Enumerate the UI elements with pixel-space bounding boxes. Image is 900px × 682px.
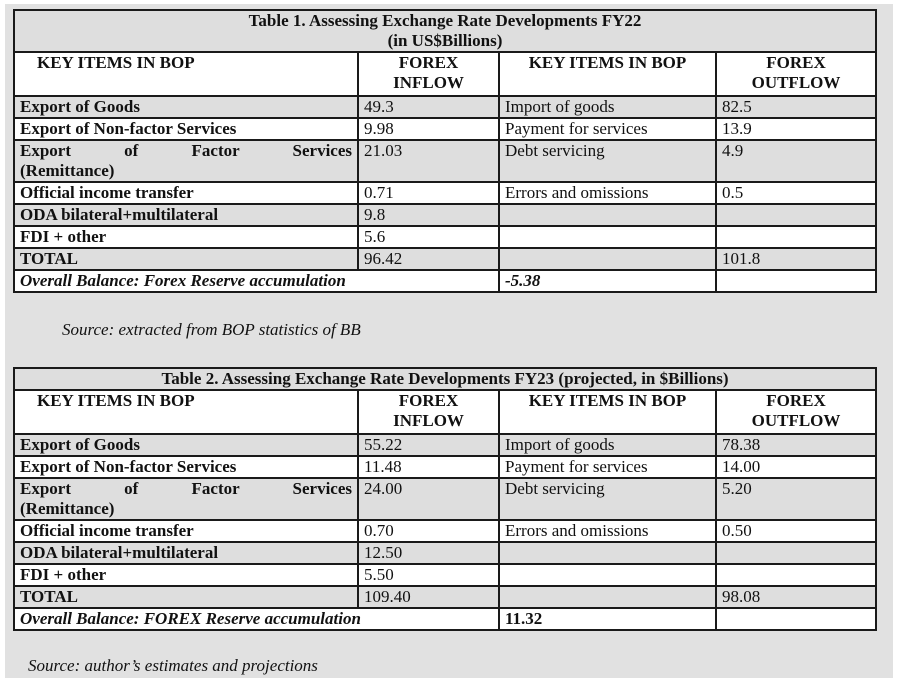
table-row [14,96,876,118]
outflow-value: 0.50 [716,520,876,542]
inflow-item: FDI + other [14,564,358,586]
header-forex-outflow [716,52,876,96]
header-line: FOREX [766,53,826,72]
inflow-item-line2: (Remittance) [20,499,115,518]
inflow-item: FDI + other [14,226,358,248]
inflow-value: 49.3 [358,96,499,118]
inflow-item: Official income transfer [14,182,358,204]
header-line: FOREX [398,53,459,72]
inflow-item: Export of Non-factor Services [14,456,358,478]
outflow-item: Debt servicing [499,140,716,182]
table-title [14,10,876,52]
outflow-item: Errors and omissions [499,182,716,204]
inflow-item: ODA bilateral+multilateral [14,204,358,226]
balance-label: Overall Balance: Forex Reserve accumulation [14,270,499,292]
header-forex-inflow [358,52,499,96]
inflow-item: Official income transfer [14,520,358,542]
outflow-value: 82.5 [716,96,876,118]
outflow-value: 13.9 [716,118,876,140]
outflow-value: 5.20 [716,478,876,520]
inflow-item [14,140,358,182]
total-row [14,586,876,608]
header-key-items-in: KEY ITEMS IN BOP [14,390,358,434]
outflow-item: Debt servicing [499,478,716,520]
inflow-value: 12.50 [358,542,499,564]
total-inflow: 96.42 [358,248,499,270]
table-row [14,140,876,182]
inflow-item-line1: Export of Factor Services [20,141,352,160]
table-fy23 [13,367,877,631]
table-row [14,564,876,586]
inflow-value: 55.22 [358,434,499,456]
outflow-value: 4.9 [716,140,876,182]
inflow-item [14,478,358,520]
header-line: INFLOW [393,411,464,430]
inflow-item: Export of Goods [14,434,358,456]
outflow-value [716,542,876,564]
table-row [14,226,876,248]
inflow-value: 9.98 [358,118,499,140]
inflow-value: 24.00 [358,478,499,520]
header-line: FOREX [766,391,826,410]
inflow-value: 0.70 [358,520,499,542]
outflow-item [499,248,716,270]
inflow-item: Export of Non-factor Services [14,118,358,140]
outflow-item [499,586,716,608]
outflow-item [499,204,716,226]
total-row [14,248,876,270]
header-key-items-out: KEY ITEMS IN BOP [499,390,716,434]
header-forex-outflow [716,390,876,434]
inflow-item-line1: Export of Factor Services [20,479,352,498]
outflow-value: 0.5 [716,182,876,204]
outflow-value [716,564,876,586]
outflow-item [499,564,716,586]
header-forex-inflow [358,390,499,434]
outflow-item: Errors and omissions [499,520,716,542]
outflow-item [499,542,716,564]
outflow-item: Import of goods [499,434,716,456]
header-row [14,52,876,96]
header-line: INFLOW [393,73,464,92]
total-outflow: 98.08 [716,586,876,608]
table-title-line2: (in US$Billions) [387,31,503,50]
table-row [14,456,876,478]
table-source: Source: author’s estimates and projections [28,656,318,675]
table-row [14,478,876,520]
total-outflow: 101.8 [716,248,876,270]
inflow-value: 5.6 [358,226,499,248]
table-row [14,204,876,226]
table-row [14,520,876,542]
outflow-item [499,226,716,248]
outflow-value: 14.00 [716,456,876,478]
inflow-value: 5.50 [358,564,499,586]
header-line: FOREX [398,391,459,410]
balance-row [14,608,876,630]
header-row [14,390,876,434]
table-row [14,118,876,140]
balance-label: Overall Balance: FOREX Reserve accumulation [14,608,499,630]
outflow-value [716,204,876,226]
balance-empty [716,608,876,630]
header-line: OUTFLOW [751,411,841,430]
inflow-value: 0.71 [358,182,499,204]
balance-empty [716,270,876,292]
outflow-item: Payment for services [499,118,716,140]
table-row [14,434,876,456]
inflow-value: 11.48 [358,456,499,478]
header-line: OUTFLOW [751,73,841,92]
inflow-item: ODA bilateral+multilateral [14,542,358,564]
header-key-items-out: KEY ITEMS IN BOP [499,52,716,96]
table-row [14,182,876,204]
outflow-item: Import of goods [499,96,716,118]
inflow-value: 9.8 [358,204,499,226]
outflow-value: 78.38 [716,434,876,456]
inflow-item: Export of Goods [14,96,358,118]
inflow-value: 21.03 [358,140,499,182]
total-inflow: 109.40 [358,586,499,608]
table-fy22 [13,9,877,293]
total-label: TOTAL [14,248,358,270]
inflow-item-line2: (Remittance) [20,161,115,180]
header-key-items-in: KEY ITEMS IN BOP [14,52,358,96]
table-title-line1: Table 1. Assessing Exchange Rate Developments FY22 [248,11,642,30]
balance-row [14,270,876,292]
outflow-item: Payment for services [499,456,716,478]
outflow-value [716,226,876,248]
balance-value: -5.38 [499,270,716,292]
total-label: TOTAL [14,586,358,608]
table-row [14,542,876,564]
table-source: Source: extracted from BOP statistics of BB [62,320,361,339]
balance-value: 11.32 [499,608,716,630]
table-title: Table 2. Assessing Exchange Rate Developments FY23 (projected, in $Billions) [14,368,876,390]
